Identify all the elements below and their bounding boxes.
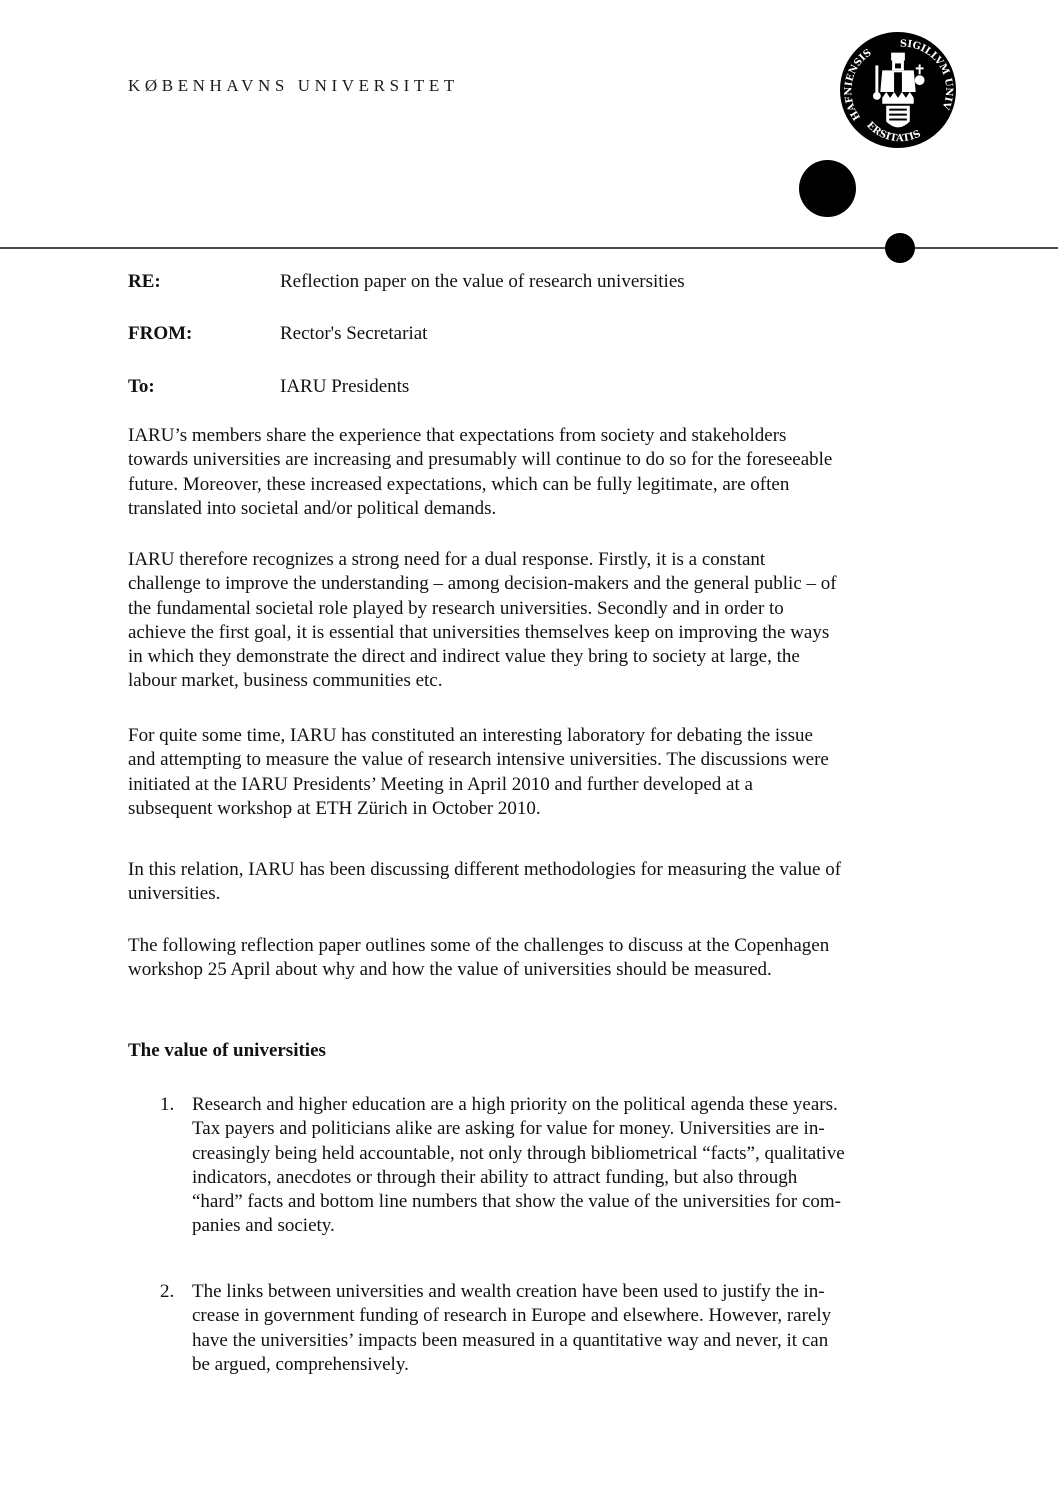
text-line: achieve the first goal, it is essential that universities themselves keep on improving the ways xyxy=(128,621,830,643)
paragraph-4 xyxy=(128,858,938,907)
svg-text:HAFNIENSIS: HAFNIENSIS xyxy=(843,47,874,122)
text-line: Research and higher education are a high priority on the political agenda these years. xyxy=(192,1094,838,1115)
text-line: translated into societal and/or political demands. xyxy=(128,497,497,519)
text-line: In this relation, IARU has been discussing different methodologies for measuring the value of xyxy=(128,859,842,880)
text-line: challenge to improve the understanding – among decision-makers and the general public – of xyxy=(128,573,837,595)
memo-from-value: Rector's Secretariat xyxy=(280,323,428,344)
list-number: 2. xyxy=(160,1281,175,1302)
text-line: in which they demonstrate the direct and indirect value they bring to society at large, the xyxy=(128,646,800,668)
section-heading: The value of universities xyxy=(128,1040,326,1061)
paragraph-5 xyxy=(128,934,938,983)
text-line: subsequent workshop at ETH Zürich in October 2010. xyxy=(128,797,541,819)
text-line: be argued, comprehensively. xyxy=(192,1353,409,1375)
decorative-dot-small xyxy=(885,233,915,263)
text-line: towards universities are increasing and presumably will continue to do so for the foreseeable xyxy=(128,449,833,471)
text-line: “hard” facts and bottom line numbers that show the value of the universities for com- xyxy=(192,1191,841,1213)
university-seal-icon xyxy=(839,31,957,149)
text-line: IARU’s members share the experience that expectations from society and stakeholders xyxy=(128,425,787,446)
text-line: and attempting to measure the value of research intensive universities. The discussions were xyxy=(128,749,829,771)
text-line: panies and society. xyxy=(192,1215,335,1237)
svg-text:SIGILLVM UNIV: SIGILLVM UNIV xyxy=(899,38,955,111)
paragraph-1 xyxy=(128,424,938,521)
list-text xyxy=(192,1280,942,1377)
text-line: universities. xyxy=(128,883,221,905)
text-line: initiated at the IARU Presidents’ Meeting in April 2010 and further developed at a xyxy=(128,773,753,795)
list-text xyxy=(192,1093,942,1239)
svg-text:ERSITATIS: ERSITATIS xyxy=(864,119,923,145)
university-name: KØBENHAVNS UNIVERSITET xyxy=(128,76,459,95)
memo-re-value: Reflection paper on the value of research universities xyxy=(280,271,685,292)
text-line: Tax payers and politicians alike are asking for value for money. Universities are in- xyxy=(192,1118,825,1140)
text-line: creasingly being held accountable, not only through bibliometrical “facts”, qualitative xyxy=(192,1142,845,1164)
memo-to-value: IARU Presidents xyxy=(280,376,410,397)
text-line: the fundamental societal role played by research universities. Secondly and in order to xyxy=(128,597,784,619)
memo-from-label: FROM: xyxy=(128,323,193,344)
text-line: indicators, anecdotes or through their ability to attract funding, but also through xyxy=(192,1166,798,1188)
paragraph-2 xyxy=(128,548,938,694)
decorative-dot-large xyxy=(799,160,856,217)
text-line: crease in government funding of research in Europe and elsewhere. However, rarely xyxy=(192,1305,832,1327)
paragraph-3 xyxy=(128,724,938,821)
text-line: have the universities’ impacts been measured in a quantitative way and never, it can xyxy=(192,1329,829,1351)
text-line: future. Moreover, these increased expectations, which can be fully legitimate, are often xyxy=(128,473,790,495)
text-line: labour market, business communities etc. xyxy=(128,670,443,692)
list-number: 1. xyxy=(160,1094,175,1115)
text-line: The following reflection paper outlines some of the challenges to discuss at the Copenhagen xyxy=(128,935,830,956)
text-line: IARU therefore recognizes a strong need for a dual response. Firstly, it is a constant xyxy=(128,549,766,570)
memo-to-label: To: xyxy=(128,376,155,397)
text-line: workshop 25 April about why and how the value of universities should be measured. xyxy=(128,959,772,981)
text-line: For quite some time, IARU has constituted an interesting laboratory for debating the issue xyxy=(128,725,813,746)
memo-re-label: RE: xyxy=(128,271,161,292)
text-line: The links between universities and wealth creation have been used to justify the in- xyxy=(192,1281,825,1302)
